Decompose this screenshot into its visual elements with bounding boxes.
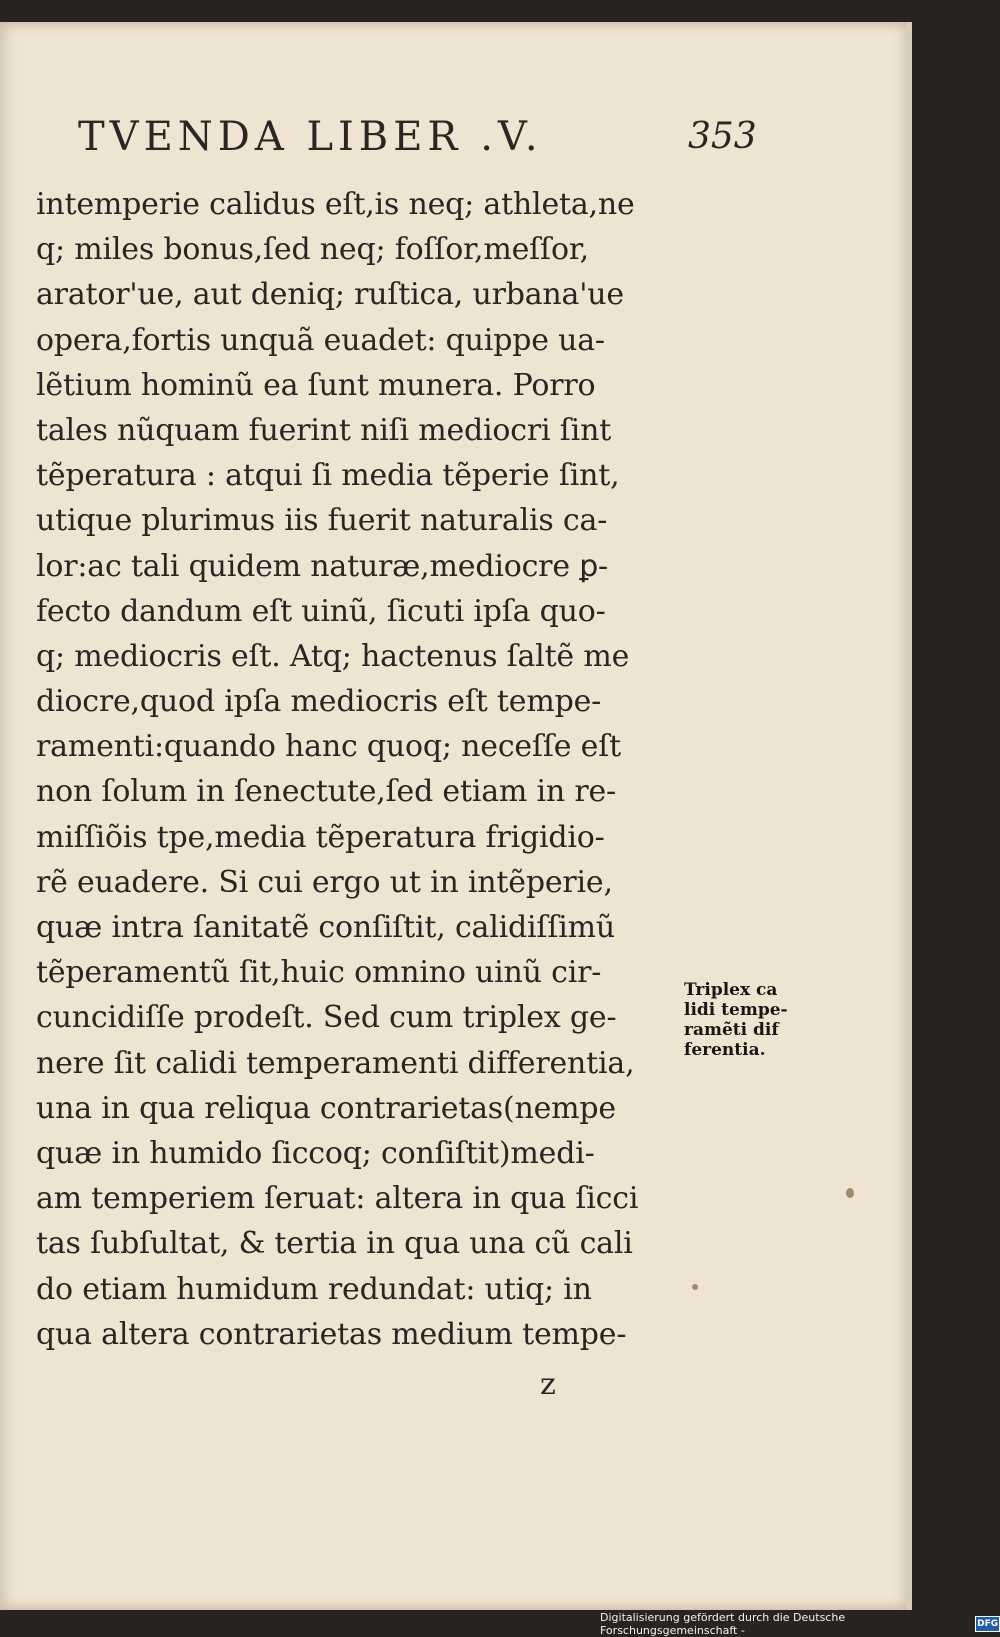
text-line: am temperiem ſeruat: altera in qua ſicci: [36, 1181, 639, 1217]
text-line: qua altera contrarietas medium tempe-: [36, 1316, 627, 1352]
page-header: [78, 114, 757, 164]
funding-credit: Digitalisierung gefördert durch die Deutsche Forschungsgemeinschaft -: [600, 1611, 846, 1637]
marginal-note-line: ferentia.: [684, 1040, 766, 1060]
marginal-note: [684, 980, 824, 1060]
text-line: q; mediocris eſt. Atq; hactenus ſaltẽ me: [36, 638, 630, 674]
dfg-logo: DFG: [975, 1616, 1000, 1632]
text-line: ramenti:quando hanc quoq; neceſſe eſt: [36, 729, 621, 765]
ink-spot: [692, 1284, 698, 1290]
marginal-note-line: ramẽti dif: [684, 1020, 779, 1040]
text-line: lẽtium hominũ ea ſunt munera. Porro: [36, 367, 596, 403]
digitization-footer: [600, 1611, 1000, 1637]
body-text: [36, 182, 686, 1357]
text-line: intemperie calidus eſt,is neq; athleta,ne: [36, 187, 635, 222]
text-line: tales nũquam fuerint niſi mediocri ſint: [36, 412, 612, 448]
text-line: tas ſubſultat, & tertia in qua una cũ cali: [36, 1226, 633, 1262]
running-title: TVENDA LIBER .V.: [78, 114, 543, 160]
marginal-note-line: Triplex ca: [684, 980, 778, 1000]
text-line: una in qua reliqua contrarietas(nempe: [36, 1090, 616, 1126]
text-line: utique plurimus iis fuerit naturalis ca-: [36, 503, 608, 539]
text-line: rẽ euadere. Si cui ergo ut in intẽperie,: [36, 864, 613, 900]
text-line: miſſiõis tpe,media tẽperatura frigidio-: [36, 819, 605, 855]
page-number: 353: [688, 116, 757, 157]
ink-spot: [846, 1188, 854, 1198]
text-line: diocre,quod ipſa mediocris eſt tempe-: [36, 684, 602, 720]
text-line: quæ in humido ſiccoq; conſiſtit)medi-: [36, 1135, 595, 1171]
text-line: fecto dandum eſt uinũ, ſicuti ipſa quo-: [36, 593, 606, 629]
text-line: non ſolum in ſenectute,ſed etiam in re-: [36, 774, 616, 810]
text-line: cuncidiſſe prodeſt. Sed cum triplex ge-: [36, 1000, 617, 1036]
text-line: opera,fortis unquã euadet: quippe ua-: [36, 322, 605, 358]
text-line: lor:ac tali quidem naturæ,mediocre ꝑ-: [36, 548, 608, 584]
text-line: quæ intra ſanitatẽ conſiſtit, calidiſſimũ: [36, 910, 615, 945]
text-line: nere ſit calidi temperamenti differentia,: [36, 1045, 635, 1081]
text-line: tẽperatura : atqui ſi media tẽperie ſint,: [36, 458, 620, 494]
text-line: q; miles bonus,ſed neq; foſſor,meſſor,: [36, 232, 589, 268]
book-page: [0, 22, 912, 1610]
text-line: do etiam humidum redundat: utiq; in: [36, 1271, 592, 1307]
text-line: arator'ue, aut deniq; ruſtica, urbana'ue: [36, 277, 624, 313]
marginal-note-line: lidi tempe-: [684, 1000, 788, 1020]
signature-mark: z: [540, 1367, 556, 1402]
text-line: tẽperamentũ ſit,huic omnino uinũ cir-: [36, 955, 602, 991]
